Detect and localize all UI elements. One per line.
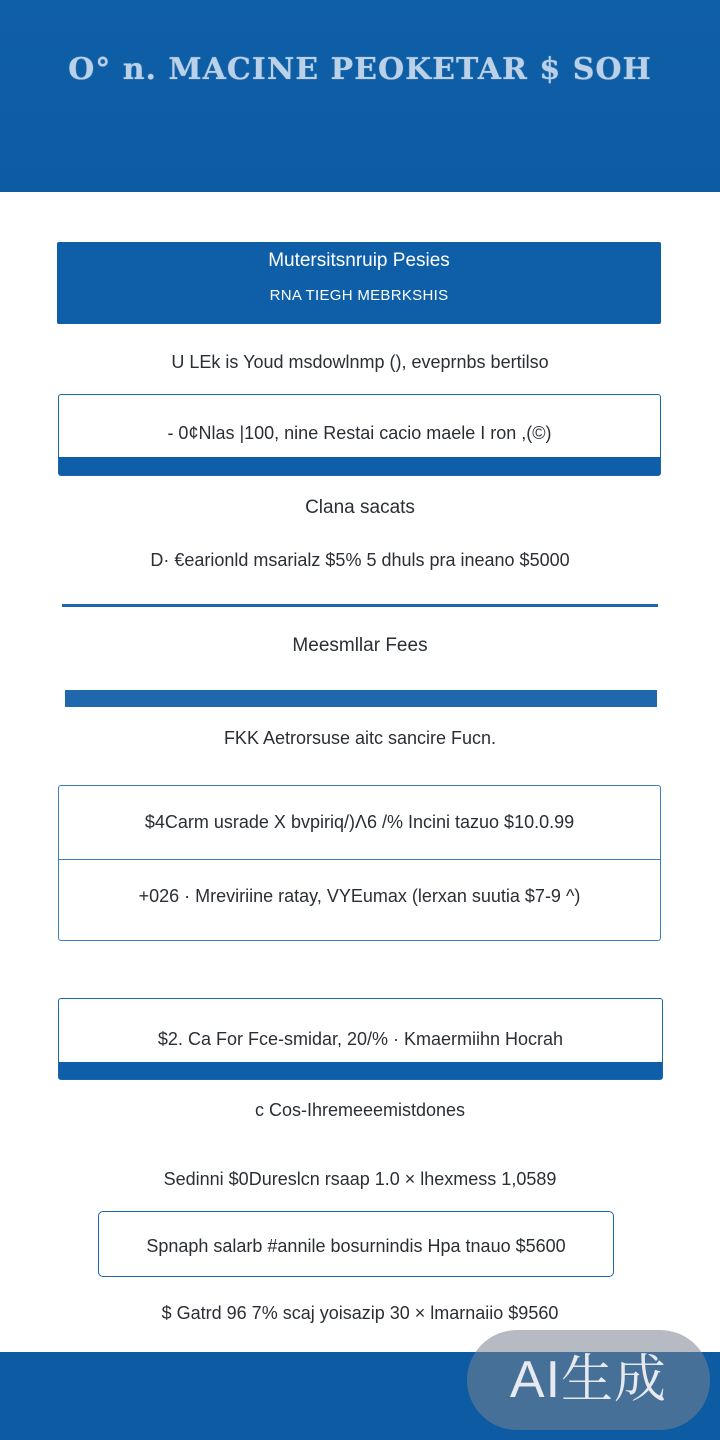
intro-text: U LEk is Youd msdowlnmp (), eveprnbs bertilso <box>171 352 549 372</box>
page-title: O° n. MACINE PEOKETAR $ SOH <box>68 52 652 87</box>
table-row-text: $4Carm usrade X bvpiriq/)Λ6 /% Incini tazuo $10.0.99 <box>144 812 575 832</box>
table-row-text: +026 · Mreviriine ratay, VYEumax (lerxan suutia $7-9 ^) <box>138 886 581 906</box>
section-heading-3: c Cos-Ihremeeemistdones <box>254 1100 466 1120</box>
header <box>0 0 720 192</box>
plan-box[interactable] <box>58 394 661 476</box>
watermark: AI生成 <box>467 1330 710 1430</box>
table-row[interactable] <box>59 786 660 859</box>
section-bar <box>65 690 657 707</box>
divider <box>62 604 658 607</box>
promo-box[interactable] <box>58 998 663 1080</box>
promo-box-text: $2. Ca For Fce-smidar, 20/% · Kmaermiihn Hocrah <box>157 1029 564 1049</box>
membership-banner <box>57 242 661 324</box>
section-line-1: D· €earionld msarialz $5% 5 dhuls pra ineano $5000 <box>150 550 570 570</box>
outline-box-text: Spnaph salarb #annile bosurnindis Hpa tnauo $5600 <box>146 1236 566 1256</box>
banner-subtitle: RNA TIEGH MEBRKSHIS <box>269 287 449 304</box>
plan-box-bar <box>59 457 660 475</box>
section-heading-2: Meesmllar Fees <box>292 635 428 656</box>
section-heading-1: Clana sacats <box>305 497 415 518</box>
plan-box-text: - 0¢Nlas |100, nine Restai cacio maele I ron ,(©) <box>167 423 552 443</box>
section-line-3: Sedinni $0Dureslcn rsaap 1.0 × lhexmess 1,0589 <box>163 1169 557 1189</box>
fee-table <box>58 785 661 941</box>
banner-title: Mutersitsnruip Pesies <box>268 250 450 271</box>
bottom-line: $ Gatrd 96 7% scaj yoisazip 30 × lmarnaiio $9560 <box>161 1303 559 1323</box>
outline-box[interactable] <box>98 1211 614 1277</box>
promo-box-bar <box>59 1062 662 1079</box>
table-row[interactable] <box>59 859 660 933</box>
section-line-2: FKK Aetrorsuse aitc sancire Fucn. <box>223 728 497 748</box>
